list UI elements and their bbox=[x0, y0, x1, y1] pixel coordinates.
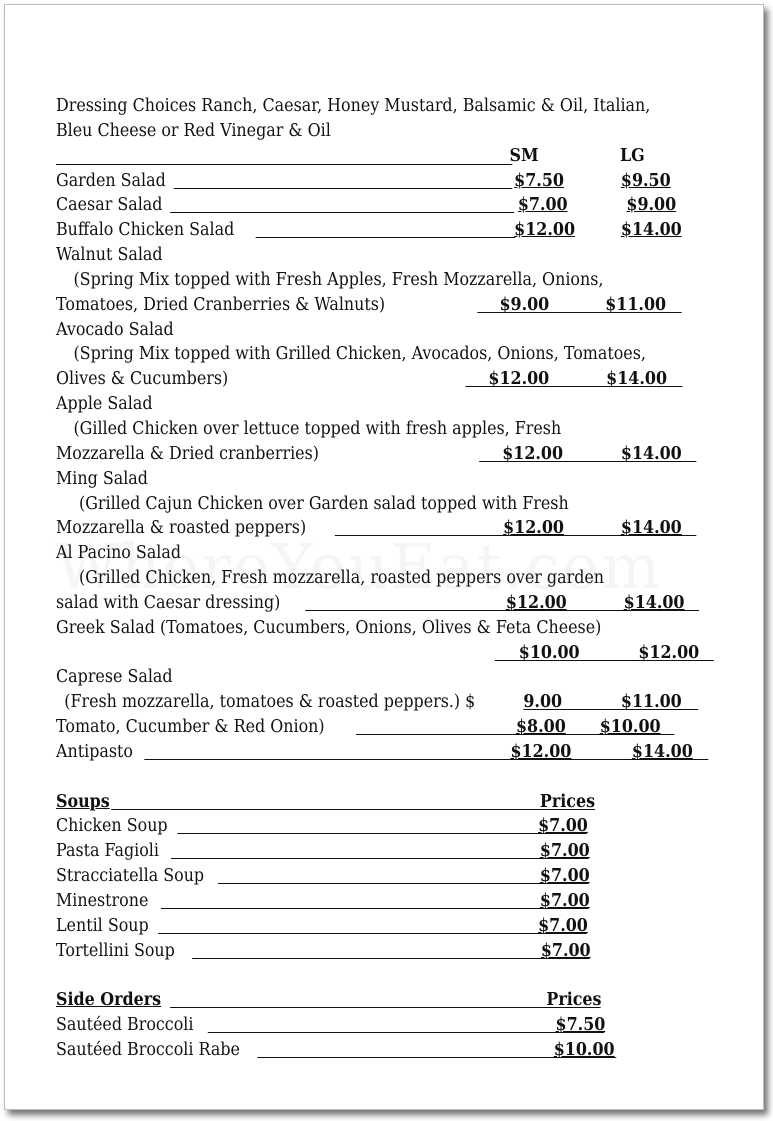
dressing-line-1: Dressing Choices Ranch, Caesar, Honey Mustard, Balsamic & Oil, Italian, bbox=[56, 96, 651, 116]
price-lg: $10.00 bbox=[599, 717, 661, 738]
soups-header bbox=[56, 790, 682, 815]
item-name: Tomato, Cucumber & Red Onion) bbox=[56, 717, 325, 738]
price-sm: $7.00 bbox=[517, 195, 568, 216]
item-description-end: salad with Caesar dressing) $12.00 $14.00 bbox=[56, 591, 682, 616]
price: $7.00 bbox=[539, 891, 590, 911]
item-description-end: Olives & Cucumbers) $12.00 $14.00 bbox=[56, 367, 682, 392]
item-description-end: Mozzarella & Dried cranberries) $12.00 $14.00 bbox=[56, 442, 682, 467]
price: $7.00 bbox=[538, 816, 588, 837]
price-lg: $9.50 bbox=[620, 170, 671, 191]
leader-line bbox=[208, 1032, 605, 1033]
menu-item-ming-salad: Ming Salad bbox=[56, 468, 148, 489]
side-item-sauteed-broccoli-rabe: Sautéed Broccoli Rabe $10.00 bbox=[56, 1038, 682, 1063]
menu-item-walnut-salad: Walnut Salad bbox=[56, 245, 163, 266]
section-title-side-orders: Side Orders bbox=[56, 990, 162, 1011]
price-sm: $12.00 bbox=[503, 518, 564, 539]
item-name: Caesar Salad bbox=[56, 195, 163, 216]
menu-item-garden-salad bbox=[56, 169, 682, 194]
sides-header bbox=[56, 988, 682, 1013]
leader-line bbox=[161, 908, 589, 909]
item-description-end: Tomatoes, Dried Cranberries & Walnuts) $9.00 $11.00 bbox=[56, 293, 682, 318]
col-sm-label: SM bbox=[509, 145, 539, 166]
price: $7.00 bbox=[539, 866, 590, 887]
salad-header-row bbox=[56, 144, 682, 169]
soup-item-pasta-fagioli: Pasta Fagioli $7.00 bbox=[56, 839, 682, 864]
menu-content bbox=[56, 94, 700, 1063]
item-description: (Spring Mix topped with Fresh Apples, Fresh Mozzarella, Onions, bbox=[73, 269, 604, 290]
item-prices bbox=[56, 641, 700, 666]
leader-line bbox=[111, 809, 595, 810]
menu-item-caprese-salad: Caprese Salad bbox=[56, 667, 173, 688]
price-sm: $10.00 bbox=[518, 642, 580, 663]
item-description-end: (Fresh mozzarella, tomatoes & roasted peppers.) $ 9.00 $11.00 bbox=[56, 690, 682, 715]
price-sm: $8.00 bbox=[516, 717, 566, 738]
leader-line bbox=[170, 212, 514, 213]
menu-item-apple-salad: Apple Salad bbox=[56, 394, 153, 415]
price-sm: $12.00 bbox=[502, 443, 564, 464]
dressing-line-2: Bleu Cheese or Red Vinegar & Oil bbox=[56, 120, 331, 141]
price-lg: $14.00 bbox=[620, 443, 682, 464]
menu-item-buffalo-chicken-salad bbox=[56, 218, 682, 243]
leader-line bbox=[174, 188, 513, 189]
price-sm: 9.00 bbox=[523, 692, 563, 713]
price: $10.00 bbox=[553, 1040, 615, 1061]
price-sm: $12.00 bbox=[488, 369, 550, 390]
price-sm: $12.00 bbox=[514, 220, 576, 241]
price-lg: $12.00 bbox=[638, 642, 700, 663]
leader-line bbox=[170, 1007, 601, 1008]
price-lg: $14.00 bbox=[620, 518, 682, 539]
menu-item-antipasto bbox=[56, 740, 693, 765]
item-description: (Spring Mix topped with Grilled Chicken, Avocados, Onions, Tomatoes, bbox=[73, 344, 646, 365]
item-name: Antipasto bbox=[56, 741, 133, 762]
section-title-soups: Soups bbox=[56, 791, 110, 812]
price-heading: Prices bbox=[546, 990, 602, 1011]
leader-line bbox=[171, 858, 589, 859]
item-description-end: Mozzarella & roasted peppers) $12.00 $14.00 bbox=[56, 516, 682, 541]
leader-line bbox=[218, 883, 589, 884]
price: $7.00 bbox=[540, 940, 591, 961]
side-item-sauteed-broccoli: Sautéed Broccoli $7.50 bbox=[56, 1013, 682, 1038]
price-lg: $14.00 bbox=[606, 369, 668, 390]
price-lg: $14.00 bbox=[631, 741, 693, 762]
item-description: (Grilled Cajun Chicken over Garden salad topped with Fresh bbox=[79, 493, 569, 514]
price: $7.00 bbox=[539, 841, 590, 862]
col-lg-label: LG bbox=[619, 145, 645, 166]
item-description: (Gilled Chicken over lettuce topped with fresh apples, Fresh bbox=[73, 418, 562, 439]
price-lg: $11.00 bbox=[605, 294, 667, 315]
menu-item-al-pacino-salad: Al Pacino Salad bbox=[56, 543, 182, 564]
price-sm: $9.00 bbox=[499, 294, 550, 315]
item-description: (Grilled Chicken, Fresh mozzarella, roasted peppers over garden bbox=[79, 568, 605, 589]
soup-item-minestrone: Minestrone $7.00 bbox=[56, 889, 682, 914]
menu-page bbox=[4, 4, 764, 1110]
leader-line bbox=[158, 933, 587, 934]
price: $7.50 bbox=[555, 1015, 606, 1036]
price: $7.00 bbox=[538, 915, 588, 936]
leader-line bbox=[256, 237, 515, 238]
price-lg: $14.00 bbox=[620, 220, 682, 241]
menu-item-caesar-salad bbox=[56, 193, 682, 218]
divider bbox=[56, 164, 512, 165]
leader-line bbox=[144, 759, 708, 760]
price-lg: $11.00 bbox=[620, 692, 682, 713]
leader-line bbox=[177, 833, 586, 834]
menu-item-tomato-cucumber bbox=[56, 715, 682, 740]
soup-item-tortellini: Tortellini Soup $7.00 bbox=[56, 939, 682, 964]
price-lg: $9.00 bbox=[626, 195, 677, 216]
price-sm: $12.00 bbox=[505, 592, 567, 613]
leader-line bbox=[192, 958, 589, 959]
item-name: Buffalo Chicken Salad bbox=[56, 220, 235, 241]
menu-item-greek-salad: Greek Salad (Tomatoes, Cucumbers, Onions, Olives & Feta Cheese) bbox=[56, 617, 602, 638]
price-lg: $14.00 bbox=[623, 592, 685, 613]
price-sm: $12.00 bbox=[510, 741, 572, 762]
price-sm: $7.50 bbox=[514, 170, 564, 191]
soup-item-lentil: Lentil Soup $7.00 bbox=[56, 914, 682, 939]
soup-item-stracciatella: Stracciatella Soup $7.00 bbox=[56, 864, 682, 889]
item-name: Garden Salad bbox=[56, 170, 166, 191]
soup-item-chicken: Chicken Soup $7.00 bbox=[56, 814, 682, 839]
menu-item-avocado-salad: Avocado Salad bbox=[56, 319, 174, 340]
price-heading: Prices bbox=[539, 791, 596, 812]
